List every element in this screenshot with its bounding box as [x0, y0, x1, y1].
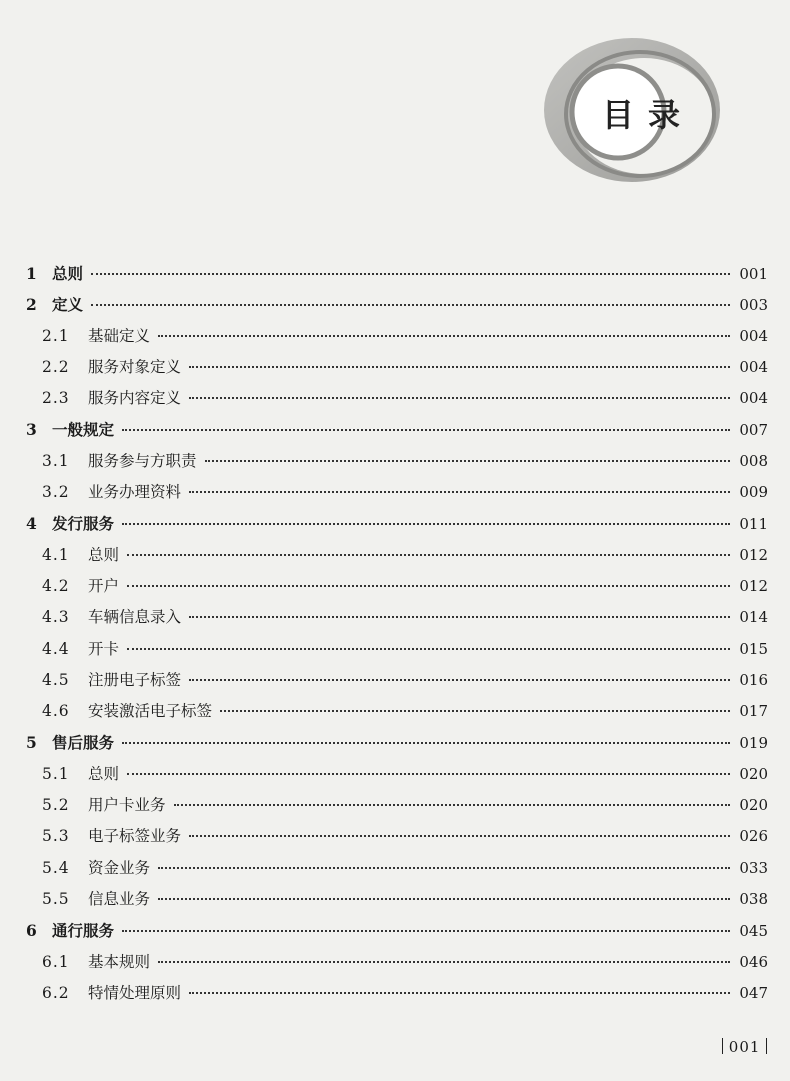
toc-entry-label: 一般规定: [52, 421, 115, 440]
toc-entry-number: 5.4: [42, 858, 70, 877]
toc-entry-number: 4.1: [42, 545, 70, 564]
dot-leader: [158, 335, 730, 337]
dot-leader: [91, 304, 730, 306]
dot-leader: [127, 773, 730, 775]
toc-entry-label: 信息业务: [88, 889, 151, 908]
dot-leader: [127, 648, 730, 650]
toc-entry-label: 注册电子标签: [88, 670, 182, 689]
page-number-footer: [722, 1038, 767, 1056]
dot-leader: [122, 930, 730, 932]
toc-entry-label: 总则: [52, 265, 84, 283]
dot-leader: [122, 742, 730, 744]
dot-leader: [189, 366, 730, 368]
toc-entry-label: 售后服务: [52, 734, 115, 753]
toc-entry-page: 003: [739, 296, 768, 315]
toc-entry-label: 总则: [88, 764, 120, 783]
toc-entry-page: 020: [739, 764, 768, 783]
toc-entry-number: 4: [26, 514, 37, 534]
dot-leader: [189, 616, 730, 618]
dot-leader: [189, 835, 730, 837]
toc-entry[interactable]: [26, 477, 768, 508]
toc-entry-label: 车辆信息录入: [88, 608, 182, 627]
toc-entry-number: 6.1: [42, 952, 70, 971]
toc-entry-label: 通行服务: [52, 922, 115, 941]
toc-entry-page: 047: [739, 983, 768, 1002]
toc-entry-number: 6: [26, 921, 37, 941]
toc-entry-label: 开卡: [88, 639, 120, 658]
toc-entry-page: 004: [739, 357, 768, 376]
toc-entry-number: 3: [26, 420, 37, 440]
toc-entry[interactable]: [26, 790, 768, 821]
toc-entry-page: 009: [739, 483, 768, 502]
toc-entry-number: 5.3: [42, 827, 70, 846]
toc-entry[interactable]: [26, 727, 768, 758]
dot-leader: [127, 585, 730, 587]
dot-leader: [158, 898, 730, 900]
toc-entry-number: 6.2: [42, 983, 70, 1002]
toc-entry-page: 026: [739, 827, 768, 846]
toc-entry[interactable]: [26, 853, 768, 884]
toc-entry-page: 038: [739, 889, 768, 908]
toc-entry-page: 011: [739, 515, 768, 534]
toc-entry-number: 4.5: [42, 670, 70, 689]
toc-entry[interactable]: [26, 665, 768, 696]
toc-entry-number: 4.4: [42, 639, 70, 658]
dot-leader: [91, 273, 730, 275]
toc-entry-label: 服务参与方职责: [88, 451, 197, 470]
toc-entry-page: 004: [739, 326, 768, 345]
toc-entry-page: 015: [739, 639, 768, 658]
toc-entry-number: 5.2: [42, 796, 70, 815]
title-emblem: [540, 30, 730, 200]
toc-entry-page: 007: [739, 421, 768, 440]
toc-entry[interactable]: [26, 414, 768, 445]
toc-entry-label: 服务对象定义: [88, 357, 182, 376]
toc-entry-label: 基本规则: [88, 952, 151, 971]
toc-entry-page: 004: [739, 389, 768, 408]
toc-entry[interactable]: [26, 634, 768, 665]
toc-entry-page: 012: [739, 576, 768, 595]
toc-entry-page: 020: [739, 796, 768, 815]
toc-entry-page: 046: [739, 952, 768, 971]
toc-entry[interactable]: [26, 915, 768, 946]
toc-entry[interactable]: [26, 759, 768, 790]
toc-entry-label: 服务内容定义: [88, 389, 182, 408]
toc-entry-number: 2: [26, 295, 37, 315]
toc-entry-number: 3.1: [42, 451, 70, 470]
toc-entry-page: 014: [739, 608, 768, 627]
toc-entry-number: 5.5: [42, 889, 70, 908]
dot-leader: [122, 429, 730, 431]
toc-entry-number: 5.1: [42, 764, 70, 783]
toc-entry[interactable]: [26, 446, 768, 477]
toc-entry-label: 业务办理资料: [88, 483, 182, 502]
toc-entry-number: 2.1: [42, 326, 70, 345]
toc-entry-number: 4.6: [42, 702, 70, 721]
dot-leader: [189, 397, 730, 399]
toc-entry[interactable]: [26, 696, 768, 727]
toc-entry[interactable]: [26, 602, 768, 633]
toc-entry-label: 特情处理原则: [88, 983, 182, 1002]
toc-entry-number: 2.2: [42, 357, 70, 376]
toc-entry[interactable]: [26, 884, 768, 915]
toc-entry-label: 发行服务: [52, 515, 115, 534]
toc-entry-page: 019: [739, 734, 768, 753]
dot-leader: [189, 491, 730, 493]
toc-entry[interactable]: [26, 821, 768, 852]
toc-entry[interactable]: [26, 258, 768, 289]
dot-leader: [189, 992, 730, 994]
toc-entry-page: 001: [739, 265, 768, 283]
toc-entry-page: 017: [739, 702, 768, 721]
dot-leader: [205, 460, 730, 462]
toc-entry-number: 1: [26, 264, 37, 283]
table-of-contents: [26, 258, 768, 1009]
dot-leader: [122, 523, 730, 525]
dot-leader: [189, 679, 730, 681]
toc-entry-page: 012: [739, 545, 768, 564]
toc-entry-label: 定义: [52, 296, 84, 315]
toc-entry-page: 033: [739, 858, 768, 877]
toc-entry-label: 总则: [88, 545, 120, 564]
dot-leader: [158, 961, 730, 963]
toc-entry-label: 用户卡业务: [88, 796, 166, 815]
toc-entry-page: 008: [739, 451, 768, 470]
page-number: 001: [728, 1038, 761, 1056]
toc-entry-label: 资金业务: [88, 858, 151, 877]
toc-entry-label: 开户: [88, 576, 120, 595]
toc-entry-number: 4.3: [42, 608, 70, 627]
toc-entry[interactable]: [26, 321, 768, 352]
toc-entry-label: 基础定义: [88, 326, 151, 345]
toc-entry-number: 4.2: [42, 576, 70, 595]
toc-entry-number: 5: [26, 733, 37, 753]
dot-leader: [174, 804, 730, 806]
toc-entry-label: 安装激活电子标签: [88, 702, 213, 721]
dot-leader: [220, 710, 730, 712]
toc-entry[interactable]: [26, 352, 768, 383]
dot-leader: [158, 867, 730, 869]
toc-entry-page: 045: [739, 922, 768, 941]
toc-entry[interactable]: [26, 571, 768, 602]
toc-entry[interactable]: [26, 289, 768, 320]
toc-entry-page: 016: [739, 670, 768, 689]
toc-entry-label: 电子标签业务: [88, 827, 182, 846]
toc-entry[interactable]: [26, 383, 768, 414]
toc-entry-number: 2.3: [42, 389, 70, 408]
toc-entry[interactable]: [26, 508, 768, 539]
toc-entry[interactable]: [26, 540, 768, 571]
page-title: 目录: [602, 96, 695, 134]
toc-entry[interactable]: [26, 978, 768, 1009]
toc-entry-number: 3.2: [42, 483, 70, 502]
toc-entry[interactable]: [26, 947, 768, 978]
dot-leader: [127, 554, 730, 556]
